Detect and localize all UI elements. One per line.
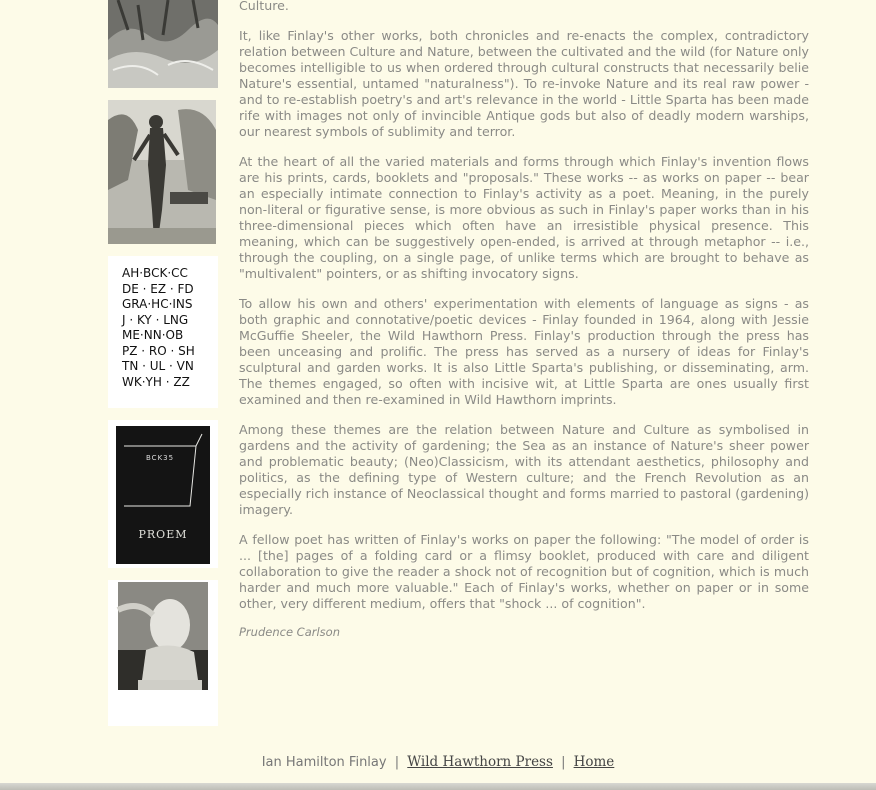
article-paragraph: At the heart of all the varied materials and forms through which Finlay's invention flows are his prints, cards, booklets and "proposals." These works -- as works on paper -- bear an especially intimate connection to Finlay's activity as a poet. Meaning, in the purely non-literal or figurative sense, is more obvious as such in Finlay's paper works than in his three-dimensional pieces which often have an irresistible physical presence. This meaning, which can be suggestively open-ended, is arrived at through metaphor -- i.e., through the coupling, on a single page, of unlike terms which are brought to behave as "multivalent" pointers, or as shifting invocatory signs. [239,154,809,281]
letters-row: WK·YH · ZZ [122,374,190,389]
window-bottom-bar [0,783,876,790]
article-author: Prudence Carlson [239,625,340,639]
letters-row: DE · EZ · FD [122,281,194,296]
article-paragraph: To allow his own and others' experimentation with elements of language as signs - as both graphic and connotative/poetic devices - Finlay founded in 1964, along with Jessie McGuffie Sheeler, the Wild Hawthorn Press. Finlay's production through the press has been unceasing and prolific. The press has served as a nursery of ideas for Finlay's sculptural and garden works. It is also Little Sparta's publishing, or disseminating, arm. The themes engaged, so often with incisive wit, at Little Sparta are ones usually first examined and then re-examined in Wild Hawthorn imprints. [239,296,809,407]
letters-row: GRA·HC·INS [122,297,193,311]
proem-code: BCK35 [146,454,175,462]
article-paragraph: A fellow poet has written of Finlay's works on paper the following: "The model of order is ... [the] pages of a folding card or a flimsy booklet, produced with care and diligent collaboration to give the reader a shock not of recognition but of cognition, which is much harder and much more valuable." Each of Finlay's works, whether on paper or in some other, very different medium, offers that "shock ... of cognition". [239,532,809,611]
footer-separator: | [561,755,566,770]
article-paragraph: Among these themes are the relation between Nature and Culture as symbolised in gardens and the activity of gardening; the Sea as an instance of Nature's sheer power and problematic beauty; (Neo)Classicism, with its attendant aesthetics, philosophy and politics, as the defining type of Western culture; and the French Revolution as an especially rich instance of Neoclassical thought and forms married to pastoral (gardening) imagery. [239,422,809,517]
article-paragraph: It, like Finlay's other works, both chronicles and re-enacts the complex, contradictory relation between Culture and Nature, between the cultivated and the wild (for Nature only becomes intelligible to us when ordered through cultural constructs that necessarily belie Nature's essential, untamed "naturalness"). To re-invoke Nature and its real raw power - and to re-establish poetry's and art's relevance in the world - Little Sparta has been made rife with images not only of invincible Antique gods but also of deadly modern warships, our nearest symbols of sublimity and terror. [239,28,809,139]
footer-separator: | [394,755,400,770]
letters-row: TN · UL · VN [122,359,194,373]
statue-photo-thumbnail[interactable] [108,100,216,244]
letters-grid [122,266,206,390]
letters-row: ME·NN·OB [122,328,184,342]
article-body [239,0,809,640]
letters-row: J · KY · LNG [122,312,189,327]
letters-print-thumbnail[interactable] [108,256,218,408]
proem-cover [116,426,210,564]
home-link[interactable]: Home [573,754,615,770]
footer-name: Ian Hamilton Finlay [261,755,387,770]
letters-row: AH·BCK·CC [122,266,188,280]
wild-hawthorn-press-link[interactable]: Wild Hawthorn Press [407,754,553,770]
garden-photo-thumbnail[interactable] [108,0,218,88]
letters-row: PZ · RO · SH [122,343,195,358]
bust-photo-thumbnail[interactable] [108,580,218,726]
footer [0,754,876,770]
proem-title: PROEM [138,528,188,541]
proem-print-thumbnail[interactable] [108,420,218,568]
article-paragraph: Culture. [239,0,289,13]
